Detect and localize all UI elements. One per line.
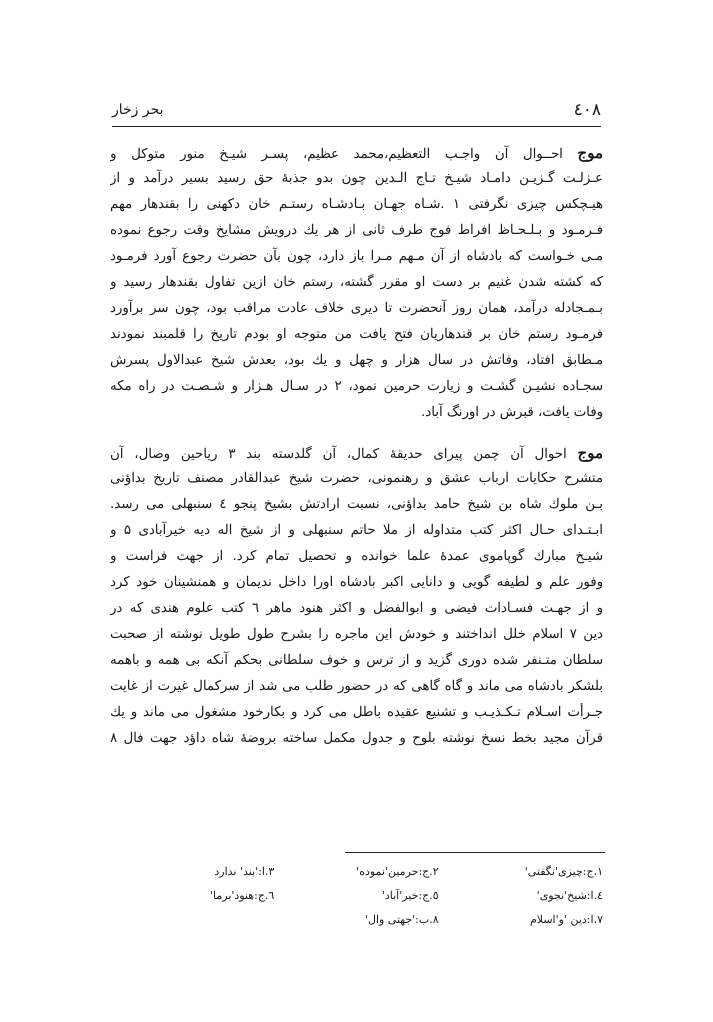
text-line: وفات یافت، قبرش در اورنگ آباد.: [421, 405, 603, 420]
footnote: ٨.ب:'جهتی وال': [364, 913, 439, 926]
footnote: ٣.ا:'بند' ندارد: [214, 865, 275, 878]
footnote-row: [110, 908, 603, 932]
paragraph-gap: [110, 426, 603, 440]
text-line: دین ۷ اسلام خلل انداختند و خودش این ماجره را بشرح طول طویل نوشته از صحبت: [110, 627, 603, 642]
text-line: فرمـود رستم خان بر قندهاریان فتح یافت من متوجه او بودم تاریخ را قلمبند نمودند: [110, 327, 603, 342]
body-text: [110, 140, 603, 752]
text-line: بـن ملوك شاه بن شیخ حامد بداؤنی، نسبت ارادتش بشیخ پنجو ٤ سنبهلی می رسد.: [110, 497, 603, 512]
footnote: ٦.ج:هنود'برما': [209, 889, 275, 902]
paragraph-keyword: موج: [577, 444, 603, 462]
text-line: بـمـجادله درآمد، همان روز آنحضرت تا دیری خلاف عادت مراقب بود، چون سر برآورد: [110, 301, 603, 316]
page-header: [112, 100, 601, 127]
text-line: سجـاده نشیـن گشـت و زیارت حرمین نمود، ۲ در سـال هـزار و شـصـت در راه مکه: [110, 379, 603, 394]
page-number: ٤٠٨: [573, 100, 601, 120]
text-line: بلشکر بادشاه می ماند و گاه گاهی که در حضور طلب می شد از سرکمال غیرت از غایت: [110, 679, 603, 694]
text-line: که کشته شدن غنیم بر دست او مقرر گشته، رستم خان ازین تفاول بقندهار رسید و: [110, 275, 603, 290]
text-line: مـی خـواست که بادشاه از آن مـهم مـرا باز دارد، چون بآن حضرت رجوع آورد فرمـود: [110, 249, 603, 264]
footnote: ١.ج:چیزی'نگفتی': [524, 865, 603, 878]
text-line: متشرح حکایات ارباب عشق و رهنمونی، حضرت شیخ عبدالقادر مصنف تاریخ بداؤنی: [110, 471, 603, 486]
text-line: موج احــوال آن واجـب التعظیم،محمد عظیم، پسـر شیـخ منور متوکل و: [110, 144, 603, 162]
text-line: فـرمـود و بـلـحـاظ افراط فوج طرف ثانی از هر یك درویش مشایخ وقت رجوع نموده: [110, 223, 603, 238]
text-line: جـرأت اسـلام تـکـذیـب و تشنیع عقیده باطل می کرد و بکارخود مشغول می ماند و یك: [110, 705, 603, 720]
text-line: سلطان متـنفر شده دوری گزید و از ترس و خوف سلطانی بحکم آنکه بی همه و باهمه: [110, 653, 603, 668]
text-line: شیـخ مبارك گوپاموی عمدهٔ علما خوانده و تحصیل تمام کرد. از جهت فراست و: [110, 549, 603, 564]
text-line: وفور علم و لطیفه گویی و دانایی اکبر بادشاه اورا داخل ندیمان و همنشینان خود کرد: [110, 575, 603, 590]
footnotes: [110, 860, 603, 932]
footnote: ٢.ج:حرمین'نموده': [356, 865, 439, 878]
paragraph-keyword: موج: [577, 144, 603, 162]
footnote-separator: [345, 852, 605, 853]
text-line: موج احوال آن چمن پیرای حدیقهٔ کمال، آن گلدسته بند ۳ ریاحین وصال، آن: [110, 444, 603, 462]
footnote: [110, 908, 274, 932]
text-line: و از جهـت فسـادات فیضی و ابوالفضل و اکثر هنود ماهر ٦ کتب علوم هندی که در: [110, 601, 603, 616]
text-line: هیـچکس چیزی نگرفتی ۱ .شـاه جهـان بـادشـاه رستـم خان دکهنی را بقندهار مهم: [110, 197, 603, 212]
running-title: بحر زخار: [112, 102, 164, 118]
text-line: عـزلـت گـزیـن دامـاد شیـخ تـاج الـدین چون بدو جذبهٔ حق رسید بسیر درآمد و از: [110, 171, 603, 186]
footnote: ٧.ا:دین 'و'اسلام: [529, 913, 603, 926]
footnote-row: [110, 860, 603, 884]
footnote-row: [110, 884, 603, 908]
text-line: قرآن مجید بخط نسخ نوشته بلوح و جدول مکمل ساخته بروضهٔ شاه داؤد جهت فال ۸: [110, 731, 603, 746]
text-line: مـطابق افتاد، وفاتش در سال هزار و چهل و یك بود، بعدش شیخ عبدالاول پسرش: [110, 353, 603, 368]
text-line: ابـتـدای حـال اکثر کتب متداوله از ملا حاتم سنبهلی و از شیخ اله دیه خیرآبادی ۵ و: [110, 523, 603, 538]
footnote: ٥.ج:خیر'آباد': [381, 889, 439, 902]
footnote: ٤.ا:شیخ'نجوی': [536, 889, 603, 902]
